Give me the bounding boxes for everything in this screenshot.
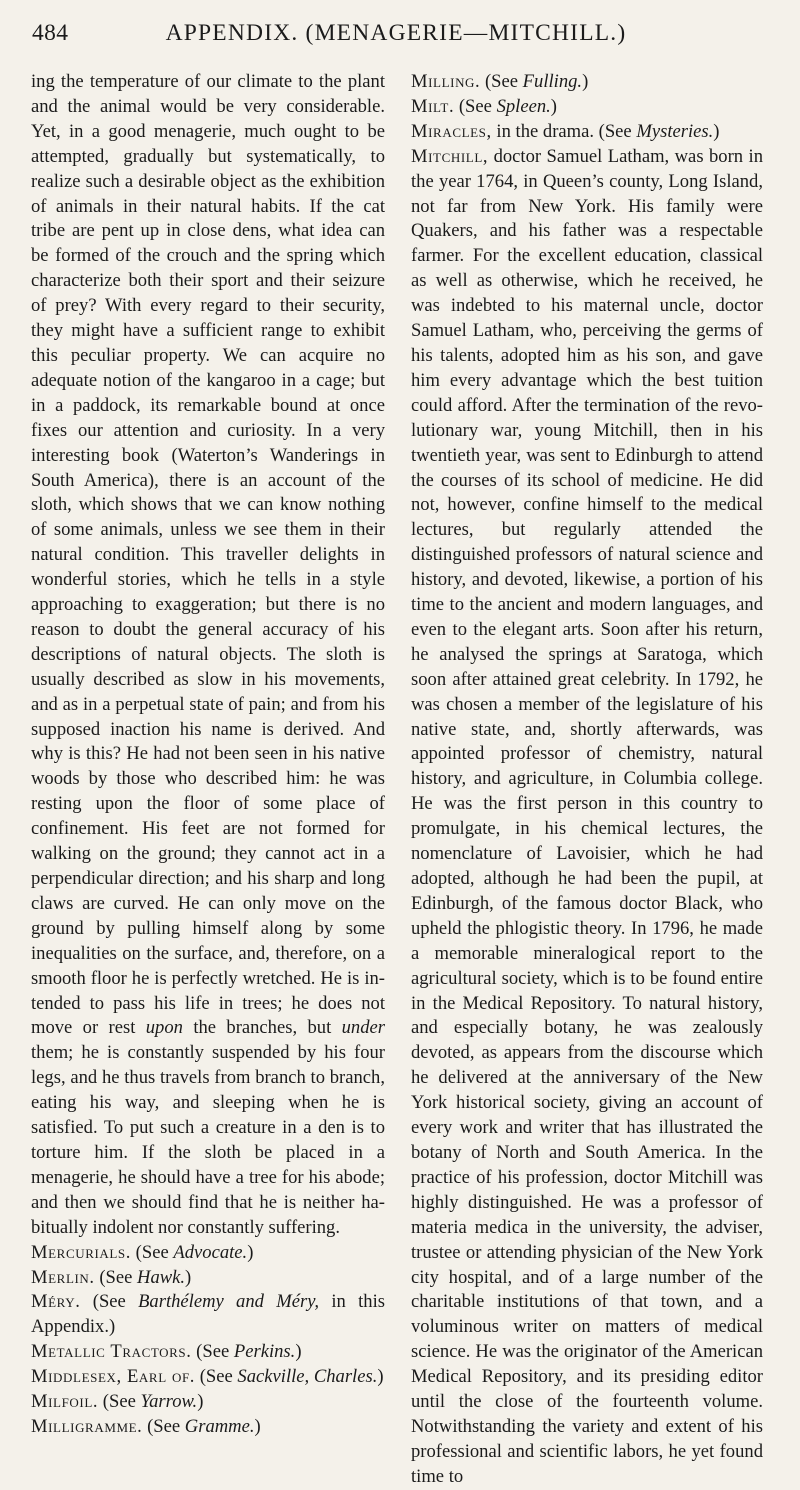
page-number: 484 xyxy=(32,20,69,46)
see-text: (See xyxy=(196,1341,230,1363)
entry-middlesex xyxy=(31,1365,385,1390)
running-title: APPENDIX. (MENAGERIE—MITCHILL.) xyxy=(165,20,627,46)
paragraph-text: ing the temperature of our climate to the plant and the animal would be very considerable. Yet, in a good menagerie, much ought to be attempted, gradually but systematically, to realize such a desirable object as the exhibition of animals in their natural habits. If the cat tribe are pent up in close dens, what idea can be formed of the crouch and the spring which characterize both their sport and their seizure of prey? With every regard to their security, they might have a sufficient range to exhibit this peculiar property. We can acquire no adequate notion of the kangaroo in a cage; but in a paddock, its remarkable bound at once fixes our attention and curiosity. In a very interesting book (Waterton’s Wanderings in South America), there is an account of the sloth, which shows that we can know nothing of some animals, unless we see them in their natural condition. This traveller delights in wonderful stories, which he tells in a style approaching to exaggeration; but there is no reason to doubt the general accuracy of his descriptions of natural objects. The sloth is usually described as slow in his movements, and as in a perpetual state of pain; and from his supposed inaction his name is derived. And why is this? He had not been seen in his native woods by those who described him: he was resting upon the floor of some place of confinement. His feet are not formed for walking on the ground; they cannot act in a perpendicular direction; and his sharp and long claws are curved. He can only move on the ground by pulling himself along by some inequalities on the surface, and, therefore, on a smooth floor he is perfectly wretched. He is intended to pass his life in trees; he does not move or rest xyxy=(31,71,385,1039)
emphasis-under: under xyxy=(341,1017,386,1039)
entry-milt xyxy=(411,95,763,120)
entry-milfoil xyxy=(31,1390,385,1415)
entry-mitchill xyxy=(411,145,763,1490)
see-text: (See xyxy=(99,1266,133,1288)
cross-reference: Sackville, Charles. xyxy=(237,1366,378,1388)
cross-reference: Mysteries. xyxy=(636,120,714,142)
right-column xyxy=(411,70,763,1490)
entry-milligramme xyxy=(31,1415,385,1440)
entry-headword: Milligramme. xyxy=(31,1415,143,1437)
entry-text: doctor Samuel Latham, was born in the year 1764, in Queen’s county, Long Island, not far from New York. His family were Quakers, and his father was a respectable farmer. For the excellent education, classical as well as otherwise, which he received, he was indebted to his maternal uncle, doctor Samuel Latham, who, perceiving the germs of his talents, adopted him as his son, and gave him every advantage which the best tuition could afford. After the termination of the revolutionary war, young Mitchill, then in his twentieth year, was sent to Edinburgh to attend the courses of its school of medicine. He did not, however, confine himself to the medical lectures, but regularly attended the distinguished professors of natural science and history, and devoted, likewise, a portion of his time to the ancient and modern languages, and even to the elegant arts. Soon after his return, he analysed the springs at Saratoga, which soon after attained great celebrity. In 1792, he was chosen a member of the legislature of his native state, and, shortly afterwards, was appointed professor of chemistry, natural history, and agriculture, in Columbia college. He was the first person in this country to promulgate, in his chemical lectures, the nomenclature of Lavoisier, which he had adopted, although he had been the pupil, at Edinburgh, of the famous doctor Black, who upheld the phlogistic theory. In 1796, he made a memorable mineralogical report to the agricultural society, which is to be found entire in the Medical Repository. To natural history, and especially botany, he was zealously devoted, as appears from the discourse which he delivered at the anniversary of the New York historical society, giving an account of every work and writer that has illustrated the botany of North and South America. In the practice of his profession, doctor Mitchill was highly distinguished. He was a professor of materia medica in the university, the adviser, trustee or attending physician of the New York city hospital, and of a large number of the charitable institutions of that town, and a voluminous writer on matters of medical science. He was the originator of the American Medical Repository, and its presiding editor until the close of the fourteenth volume. Notwithstanding the variety and extent of his professional and scientific labors, he yet found time to xyxy=(411,145,763,1487)
paragraph-text: them; he is constantly suspended by his four legs, and he thus travels from branch to branch, eating his way, and sleeping when he is satisfied. To put such a creature in a den is to torture him. If the sloth be placed in a menagerie, he should have a tree for his abode; and then we should find that he is neither habitually indolent nor constantly suffering. xyxy=(31,1042,385,1238)
entry-merlin xyxy=(31,1266,385,1291)
emphasis-upon: upon xyxy=(145,1017,183,1039)
entry-mery xyxy=(31,1290,385,1340)
close-paren: ) xyxy=(713,120,720,142)
page-header xyxy=(32,20,760,54)
entry-headword: Middlesex, Earl of. xyxy=(31,1366,196,1388)
close-paren: ) xyxy=(550,95,557,117)
cross-reference: Hawk. xyxy=(137,1266,186,1288)
entry-headword: Mercurials. xyxy=(31,1241,132,1263)
entry-miracles xyxy=(411,120,763,145)
see-text: (See xyxy=(147,1415,181,1437)
see-text: (See xyxy=(102,1391,136,1413)
see-text: (See xyxy=(199,1366,233,1388)
cross-reference: Barthélemy and Méry, xyxy=(138,1291,320,1313)
cross-reference: Advocate. xyxy=(173,1241,248,1263)
see-text: (See xyxy=(458,95,492,117)
entry-headword: Metallic Tractors. xyxy=(31,1341,192,1363)
entry-text: in the drama. (See xyxy=(496,120,632,142)
entry-milling xyxy=(411,70,763,95)
close-paren: ) xyxy=(254,1415,261,1437)
entry-headword: Milling. xyxy=(411,71,481,92)
close-paren: ) xyxy=(582,71,589,92)
close-paren: ) xyxy=(377,1366,384,1388)
see-text: (See xyxy=(92,1291,126,1313)
close-paren: ) xyxy=(295,1341,302,1363)
close-paren: ) xyxy=(197,1391,204,1413)
cross-reference: Fulling. xyxy=(522,71,583,92)
close-paren: ) xyxy=(247,1241,254,1263)
close-paren: ) xyxy=(185,1266,192,1288)
entry-headword: Milfoil. xyxy=(31,1391,99,1413)
sloth-paragraph xyxy=(31,70,385,1241)
see-text: (See xyxy=(135,1241,169,1263)
entry-mercurials xyxy=(31,1241,385,1266)
paragraph-text: the branches, but xyxy=(193,1017,332,1039)
cross-reference: Perkins. xyxy=(233,1341,296,1363)
cross-reference: Spleen. xyxy=(496,95,551,117)
see-text: (See xyxy=(484,71,519,92)
left-column xyxy=(31,70,385,1440)
entry-headword: Mitchill, xyxy=(411,145,489,167)
cross-reference: Gramme. xyxy=(184,1415,255,1437)
entry-headword: Merlin. xyxy=(31,1266,95,1288)
entry-headword: Milt. xyxy=(411,95,455,117)
entry-headword: Méry. xyxy=(31,1291,81,1313)
entry-headword: Miracles, xyxy=(411,120,492,142)
entry-metallic-tractors xyxy=(31,1340,385,1365)
entry-text: in this Appendix.) xyxy=(31,1291,385,1338)
cross-reference: Yarrow. xyxy=(140,1391,198,1413)
